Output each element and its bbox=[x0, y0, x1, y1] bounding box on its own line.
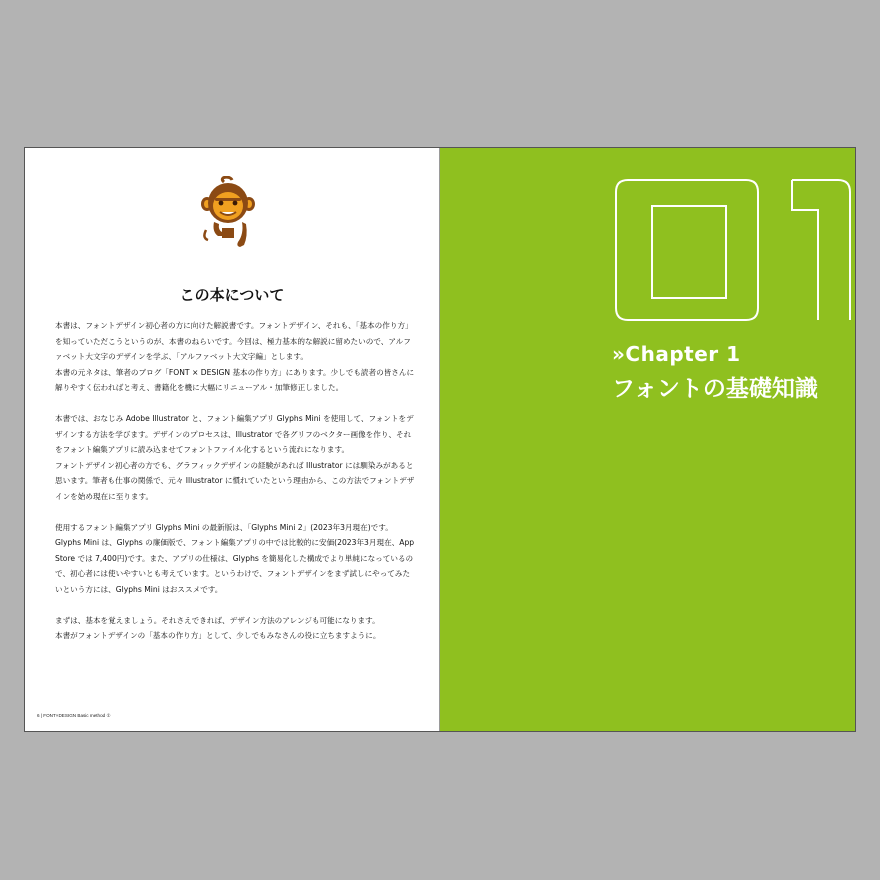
paragraph-gap bbox=[55, 598, 417, 613]
chapter-number-outline bbox=[606, 166, 855, 334]
paragraph: フォントデザイン初心者の方でも、グラフィックデザインの経験があれば Illustrator には馴染みがあると思います。筆者も仕事の関係で、元々 Illustrator に慣れていたという理由から、この方法でフォントデザインを始め現在に至ります。 bbox=[55, 460, 415, 501]
monkey-mascot-icon bbox=[200, 176, 256, 248]
body-text bbox=[55, 318, 417, 644]
paragraph: 本書では、おなじみ Adobe Illustrator と、フォント編集アプリ Glyphs Mini を使用して、フォントをデザインする方法を学びます。デザインのプロセスは、Illustrator で各グリフのベクター画像を作り、それをフォント編集アプリに読み込ませてフォントファイル化するという流れになります。 bbox=[55, 413, 414, 455]
paragraph-gap bbox=[55, 505, 417, 520]
right-page bbox=[440, 148, 855, 731]
left-page bbox=[25, 148, 440, 731]
paragraph: まずは、基本を覚えましょう。それさえできれば、デザイン方法のアレンジも可能になります。 bbox=[55, 615, 380, 625]
paragraph: 本書は、フォントデザイン初心者の方に向けた解説書です。フォントデザイン、それも、「基本の作り方」を知っていただこうというのが、本書のねらいです。今回は、極力基本的な解説に留めたいので、アルファベット大文字のデザインを学ぶ、「アルファベット大文字編」とします。 bbox=[55, 321, 413, 362]
page-footer: 6 | FONT×DESIGN Basic method ① bbox=[37, 713, 111, 718]
paragraph: 本書がフォントデザインの「基本の作り方」として、少しでもみなさんの役に立ちますように。 bbox=[55, 631, 381, 641]
paragraph-gap bbox=[55, 396, 417, 411]
paragraph: 使用するフォント編集アプリ Glyphs Mini の最新版は、「Glyphs Mini 2」(2023年3月現在)です。Glyphs Mini は、Glyphs の廉価版で、フォント編集アプリの中では比較的に安価(2023年3月現在、App Store では 7,400円)です。また、アプリの仕様は、Glyphs を簡易化した構成でより単純になっているので、初心者には使いやすいとも考えています。というわけで、フォントデザインをまず試しにやってみたいという方には、Glyphs Mini はおススメです。 bbox=[55, 522, 415, 594]
chapter-label: »Chapter 1 bbox=[612, 342, 741, 366]
page-title: この本について bbox=[179, 286, 285, 304]
paragraph: 本書の元ネタは、筆者のブログ「FONT × DESIGN 基本の作り方」にあります。少しでも読者の皆さんに解りやすく伝わればと考え、書籍化を機に大幅にリニューアル・加筆修正しました。 bbox=[55, 367, 415, 393]
chapter-title: フォントの基礎知識 bbox=[612, 376, 818, 402]
book-spread bbox=[24, 147, 856, 732]
